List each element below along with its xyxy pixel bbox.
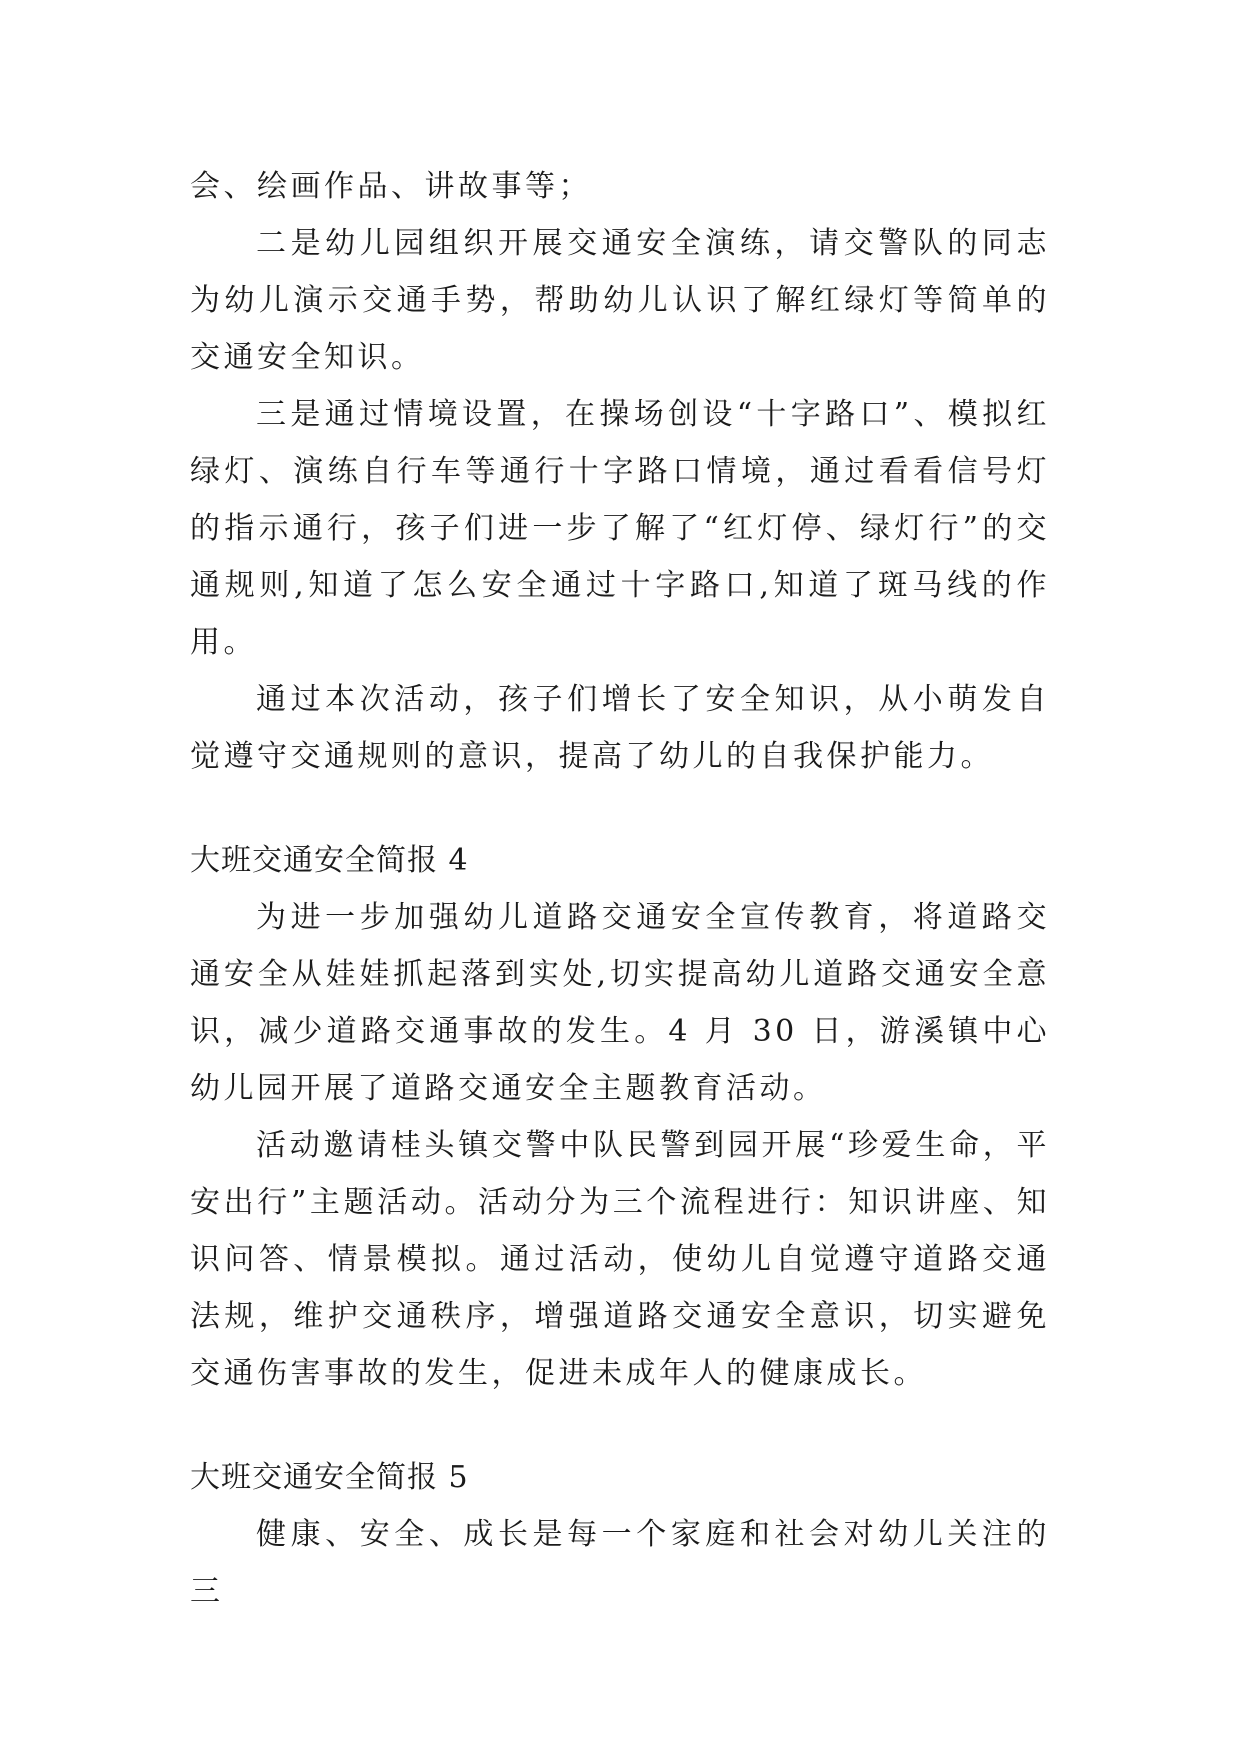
section-heading-report-4: 大班交通安全简报 4 xyxy=(190,843,469,878)
paragraph-report-4-activity: 活动邀请桂头镇交警中队民警到园开展“珍爱生命，平安出行”主题活动。活动分为三个流程进行：知识讲座、知识问答、情景模拟。通过活动，使幼儿自觉遵守道路交通法规，维护交通秩序，增强道路交通安全意识，切实避免交通伤害事故的发生，促进未成年人的健康成长。 xyxy=(190,1128,1050,1391)
document-page xyxy=(190,158,1050,1620)
paragraph-report-4-intro: 为进一步加强幼儿道路交通安全宣传教育，将道路交通安全从娃娃抓起落到实处,切实提高幼儿道路交通安全意识，减少道路交通事故的发生。4 月 30 日，游溪镇中心幼儿园开展了道路交通安全主题教育活动。 xyxy=(190,900,1050,1106)
paragraph-activity-summary: 通过本次活动，孩子们增长了安全知识，从小萌发自觉遵守交通规则的意识，提高了幼儿的自我保护能力。 xyxy=(190,682,1050,774)
paragraph-continuation: 会、绘画作品、讲故事等； xyxy=(190,169,592,204)
section-heading-report-5: 大班交通安全简报 5 xyxy=(190,1460,469,1495)
paragraph-scenario-setup: 三是通过情境设置，在操场创设“十字路口”、模拟红绿灯、演练自行车等通行十字路口情境，通过看看信号灯的指示通行，孩子们进一步了解了“红灯停、绿灯行”的交通规则,知道了怎么安全通过十字路口,知道了斑马线的作用。 xyxy=(190,397,1050,660)
paragraph-traffic-drill: 二是幼儿园组织开展交通安全演练，请交警队的同志为幼儿演示交通手势，帮助幼儿认识了解红绿灯等简单的交通安全知识。 xyxy=(190,226,1050,375)
paragraph-report-5-intro: 健康、安全、成长是每一个家庭和社会对幼儿关注的三 xyxy=(190,1517,1050,1609)
